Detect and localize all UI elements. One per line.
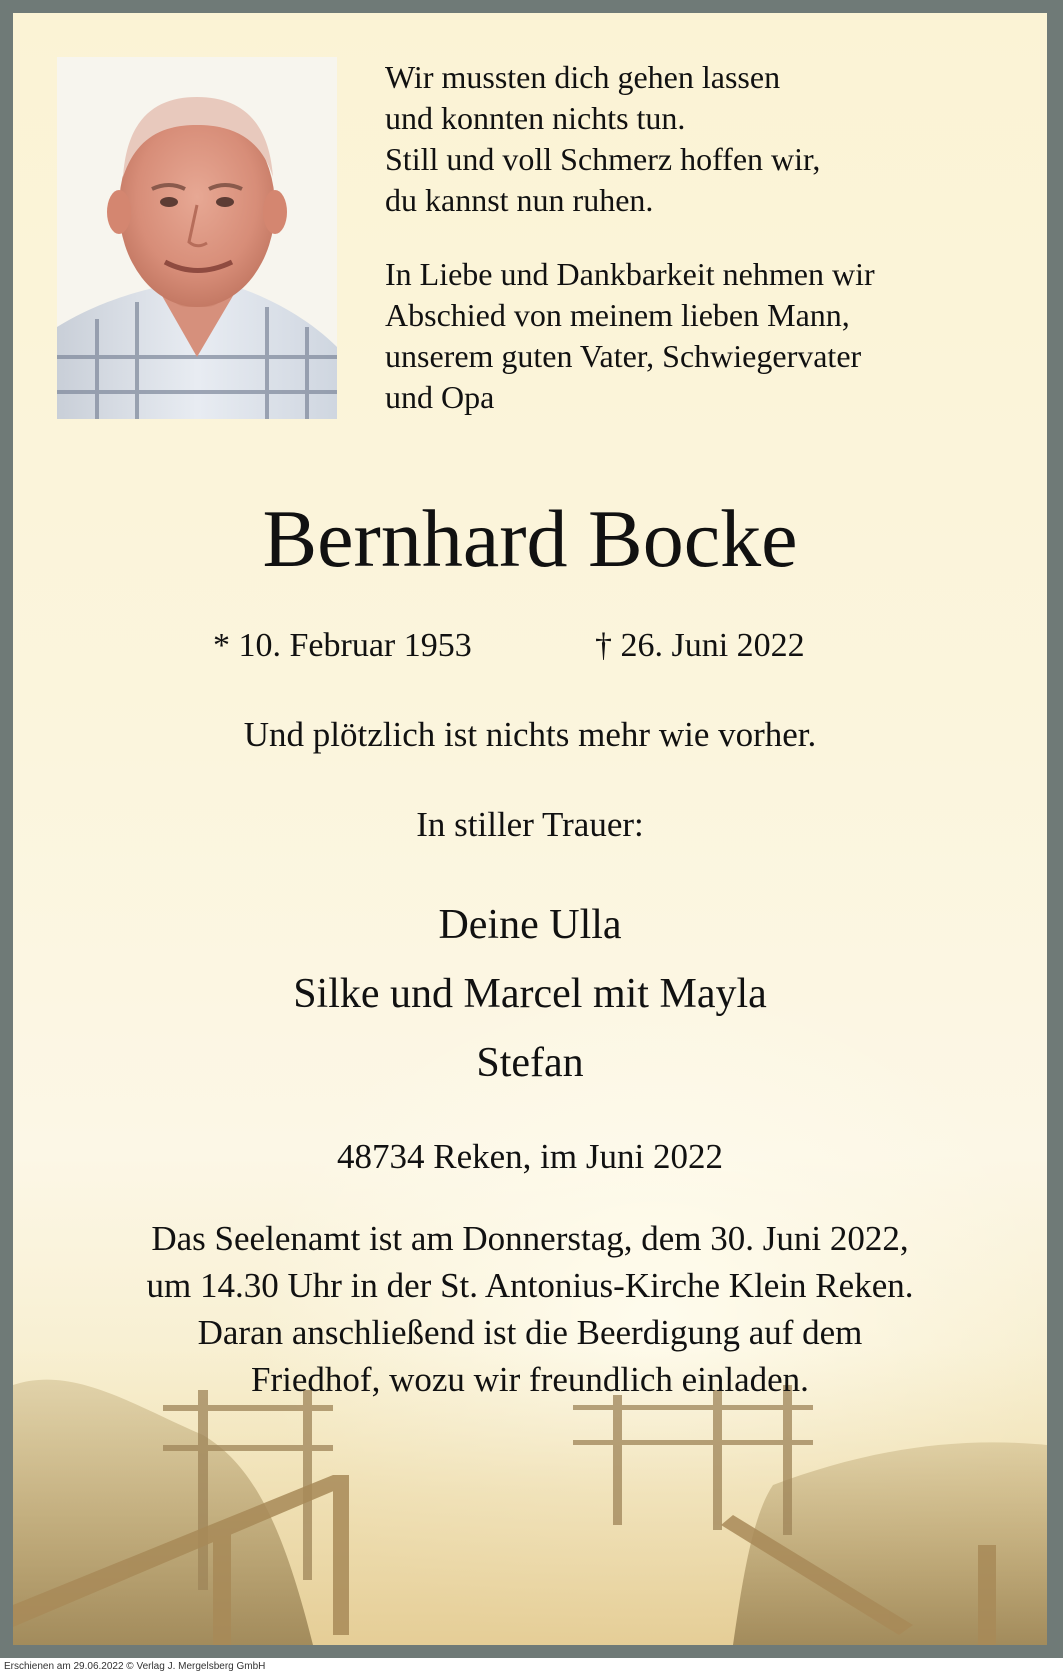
- poem-line: und konnten nichts tun.: [385, 100, 686, 136]
- farewell-line: Abschied von meinem lieben Mann,: [385, 297, 850, 333]
- poem-text: [385, 57, 1025, 418]
- farewell-line: unserem guten Vater, Schwiegervater: [385, 338, 862, 374]
- poem-line: Wir mussten dich gehen lassen: [385, 59, 781, 95]
- mourning-intro: In stiller Trauer:: [416, 805, 644, 844]
- portrait-photo: [57, 57, 337, 419]
- funeral-line: Friedhof, wozu wir freundlich einladen.: [251, 1360, 809, 1399]
- funeral-line: um 14.30 Uhr in der St. Antonius-Kirche Klein Reken.: [146, 1266, 914, 1305]
- funeral-line: Das Seelenamt ist am Donnerstag, dem 30. Juni 2022,: [151, 1219, 909, 1258]
- mourner-name: Silke und Marcel mit Mayla: [293, 971, 767, 1017]
- funeral-line: Daran anschließend ist die Beerdigung auf dem: [197, 1313, 863, 1352]
- stanza-gap: [385, 221, 1025, 254]
- motto-text: Und plötzlich ist nichts mehr wie vorher.: [243, 715, 817, 754]
- farewell-line: In Liebe und Dankbarkeit nehmen wir: [385, 256, 875, 292]
- publication-footer: Erschienen am 29.06.2022 © Verlag J. Mergelsberg GmbH: [4, 1661, 266, 1672]
- deceased-name: Bernhard Bocke: [262, 493, 798, 584]
- mourner-name: Stefan: [476, 1040, 584, 1086]
- poem-line: Still und voll Schmerz hoffen wir,: [385, 141, 821, 177]
- place-date: 48734 Reken, im Juni 2022: [337, 1137, 723, 1176]
- mourner-name: Deine Ulla: [438, 902, 622, 948]
- farewell-line: und Opa: [385, 379, 495, 415]
- mourners-list: [13, 891, 1047, 1098]
- funeral-notice: [13, 1215, 1047, 1403]
- death-date: † 26. Juni 2022: [595, 627, 805, 664]
- obituary-card: [13, 13, 1047, 1645]
- poem-line: du kannst nun ruhen.: [385, 182, 654, 218]
- birth-date: * 10. Februar 1953: [213, 627, 472, 664]
